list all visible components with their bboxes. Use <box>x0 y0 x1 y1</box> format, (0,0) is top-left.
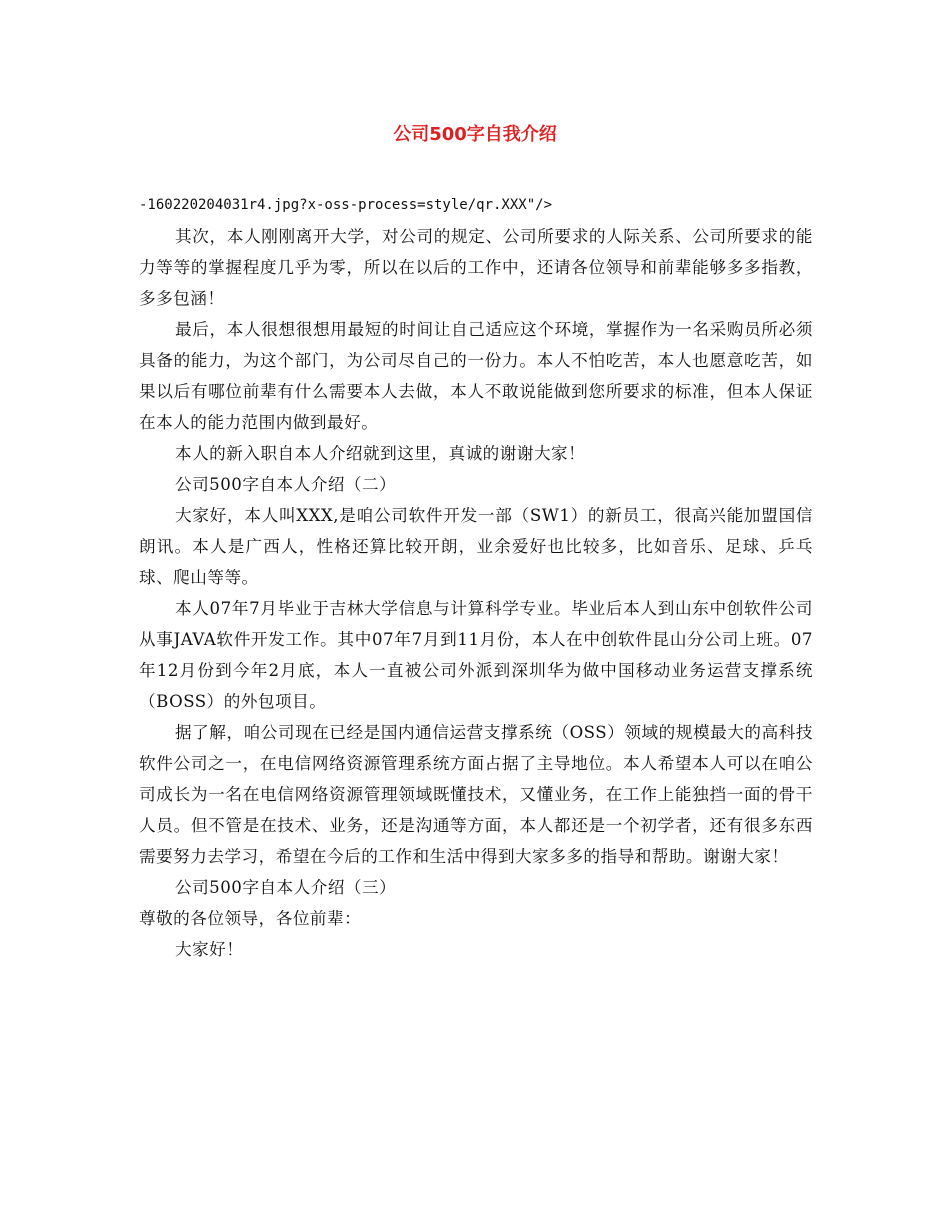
paragraph: 大家好，本人叫XXX,是咱公司软件开发一部（SW1）的新员工，很高兴能加盟国信朗讯。本人是广西人，性格还算比较开朗，业余爱好也比较多，比如音乐、足球、乒乓球、爬山等等。 <box>139 506 813 587</box>
document-body <box>139 190 813 965</box>
url-fragment-line: -160220204031r4.jpg?x-oss-process=style/qr.XXX"/> <box>139 197 553 213</box>
paragraph: 本人07年7月毕业于吉林大学信息与计算科学专业。毕业后本人到山东中创软件公司从事JAVA软件开发工作。其中07年7月到11月份，本人在中创软件昆山分公司上班。07年12月份到今年2月底，本人一直被公司外派到深圳华为做中国移动业务运营支撑系统（BOSS）的外包项目。 <box>139 599 813 711</box>
paragraph: 据了解，咱公司现在已经是国内通信运营支撑系统（OSS）领域的规模最大的高科技软件公司之一，在电信网络资源管理系统方面占据了主导地位。本人希望本人可以在咱公司成长为一名在电信网络资源管理领域既懂技术，又懂业务，在工作上能独挡一面的骨干人员。但不管是在技术、业务，还是沟通等方面，本人都还是一个初学者，还有很多东西需要努力去学习，希望在今后的工作和生活中得到大家多多的指导和帮助。谢谢大家！ <box>139 723 813 866</box>
section-heading: 公司500字自本人介绍（二） <box>175 475 397 494</box>
document-title: 公司500字自我介绍 <box>393 124 557 145</box>
salutation: 尊敬的各位领导，各位前辈： <box>139 909 362 928</box>
greeting: 大家好！ <box>175 940 244 959</box>
section-heading: 公司500字自本人介绍（三） <box>175 878 397 897</box>
paragraph: 最后，本人很想很想用最短的时间让自己适应这个环境，掌握作为一名采购员所必须具备的能力，为这个部门，为公司尽自己的一份力。本人不怕吃苦，本人也愿意吃苦，如果以后有哪位前辈有什么需要本人去做，本人不敢说能做到您所要求的标准，但本人保证在本人的能力范围内做到最好。 <box>139 320 813 432</box>
paragraph: 其次，本人刚刚离开大学，对公司的规定、公司所要求的人际关系、公司所要求的能力等等的掌握程度几乎为零，所以在以后的工作中，还请各位领导和前辈能够多多指教，多多包涵！ <box>139 227 813 308</box>
paragraph: 本人的新入职自本人介绍就到这里，真诚的谢谢大家！ <box>175 444 586 463</box>
